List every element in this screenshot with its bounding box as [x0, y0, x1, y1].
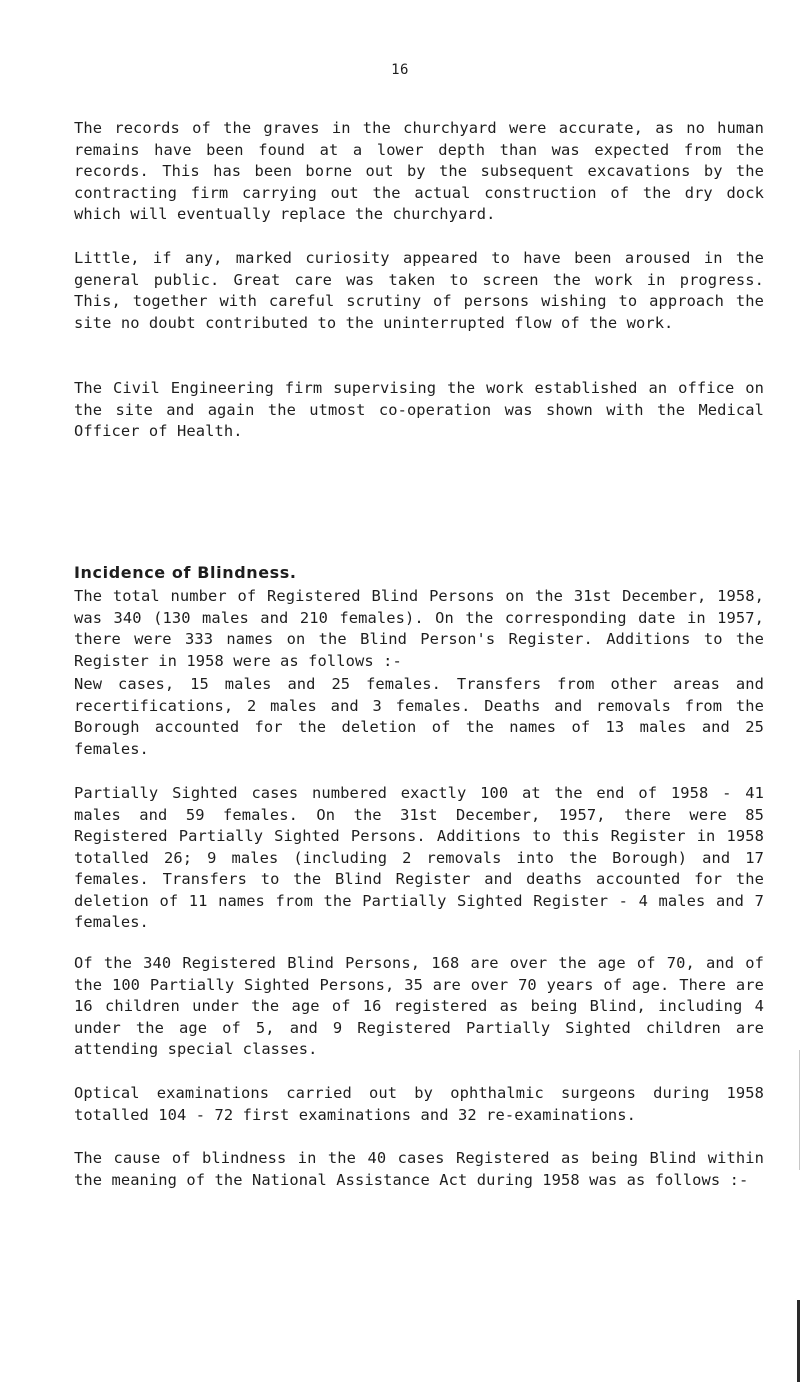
paragraph-churchyard-records: The records of the graves in the churchyard were accurate, as no human remains have been found at a lower depth than was expected from the records. This has been borne out by the subsequent excavations by the contracting firm carrying out the actual construction of the dry dock which will eventually replace the churchyard. — [74, 119, 764, 223]
page-number: 16 — [391, 62, 409, 78]
paragraph-public-curiosity: Little, if any, marked curiosity appeared to have been aroused in the general public. Great care was taken to screen the work in progress. This, together with careful scrutiny of persons wishing to approach the site no doubt contributed to the uninterrupted flow of the work. — [74, 249, 764, 332]
paragraph-civil-engineering: The Civil Engineering firm supervising the work established an office on the site and again the utmost co-operation was shown with the Medical Officer of Health. — [74, 379, 764, 440]
paragraph-partially-sighted: Partially Sighted cases numbered exactly 100 at the end of 1958 - 41 males and 59 females. On the 31st December, 1957, there were 85 Registered Partially Sighted Persons. Additions to this Register in 1958 totalled 26; 9 males (including 2 removals into the Borough) and 17 females. Transfers to the Blind Register and deaths accounted for the deletion of 11 names from the Partially Sighted Register - 4 males and 7 females. — [74, 784, 764, 931]
paragraph-optical-examinations: Optical examinations carried out by ophthalmic surgeons during 1958 totalled 104 - 72 first examinations and 32 re-examinations. — [74, 1084, 764, 1124]
paragraph-cause-of-blindness: The cause of blindness in the 40 cases Registered as being Blind within the meaning of the National Assistance Act during 1958 was as follows :- — [74, 1149, 764, 1189]
section-heading-blindness: Incidence of Blindness. — [74, 563, 297, 582]
paragraph-age-breakdown: Of the 340 Registered Blind Persons, 168 are over the age of 70, and of the 100 Partially Sighted Persons, 35 are over 70 years of age. There are 16 children under the age of 16 registered as being Blind, including 4 under the age of 5, and 9 Registered Partially Sighted children are attending special classes. — [74, 954, 764, 1058]
paragraph-blind-register-total: The total number of Registered Blind Persons on the 31st December, 1958, was 340 (130 males and 210 females). On the corresponding date in 1957, there were 333 names on the Blind Person's Register. Additions to the Register in 1958 were as follows :- — [74, 587, 764, 670]
paragraph-new-cases: New cases, 15 males and 25 females. Transfers from other areas and recertifications, 2 males and 3 females. Deaths and removals from the Borough accounted for the deletion of the names of 13 males and 25 females. — [74, 675, 764, 758]
